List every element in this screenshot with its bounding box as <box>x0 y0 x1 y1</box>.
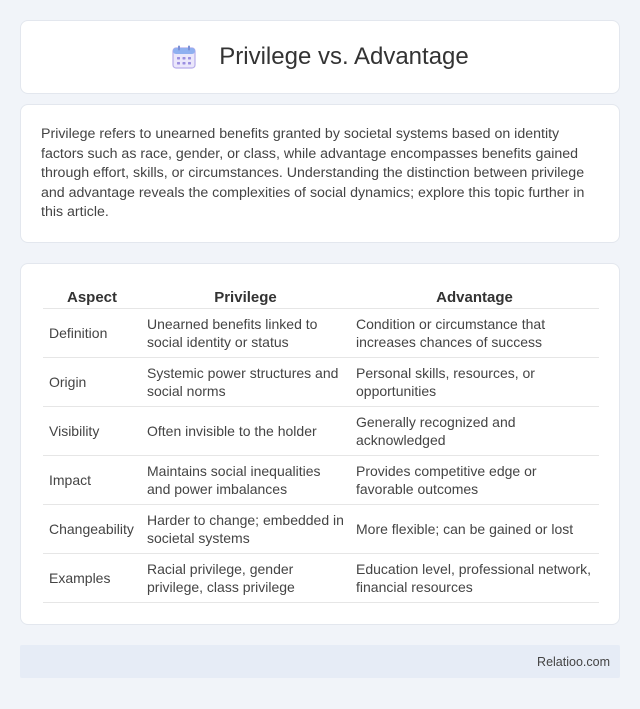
advantage-cell: Education level, professional network, financial resources <box>350 553 599 602</box>
aspect-cell: Definition <box>43 308 141 357</box>
table-header-row <box>43 284 599 308</box>
intro-text: Privilege refers to unearned benefits granted by societal systems based on identity factors such as race, gender, or class, while advantage encompasses benefits gained through effort, skills, or circumstances. Understanding the distinction between privilege and advantage reveals the complexities of social dynamics; explore this topic further in this article. <box>41 126 585 221</box>
header-aspect: Aspect <box>43 284 141 308</box>
privilege-cell: Systemic power structures and social norms <box>141 357 350 406</box>
table-row <box>43 553 599 602</box>
aspect-cell: Origin <box>43 357 141 406</box>
privilege-cell: Maintains social inequalities and power imbalances <box>141 455 350 504</box>
privilege-cell: Unearned benefits linked to social identity or status <box>141 308 350 357</box>
header-privilege: Privilege <box>141 284 350 308</box>
comparison-table <box>43 284 599 603</box>
aspect-cell: Impact <box>43 455 141 504</box>
comparison-table-card <box>20 263 620 625</box>
aspect-cell: Examples <box>43 553 141 602</box>
advantage-cell: Condition or circumstance that increases chances of success <box>350 308 599 357</box>
table-row <box>43 308 599 357</box>
privilege-cell: Racial privilege, gender privilege, class privilege <box>141 553 350 602</box>
privilege-cell: Harder to change; embedded in societal systems <box>141 504 350 553</box>
advantage-cell: Personal skills, resources, or opportunities <box>350 357 599 406</box>
calendar-icon <box>171 44 197 70</box>
table-row <box>43 406 599 455</box>
aspect-cell: Visibility <box>43 406 141 455</box>
footer-brand[interactable]: Relatioo.com <box>537 654 610 669</box>
advantage-cell: More flexible; can be gained or lost <box>350 504 599 553</box>
privilege-cell: Often invisible to the holder <box>141 406 350 455</box>
intro-card <box>20 104 620 243</box>
title-card <box>20 20 620 94</box>
table-row <box>43 455 599 504</box>
page-title: Privilege vs. Advantage <box>219 43 469 70</box>
table-row <box>43 357 599 406</box>
advantage-cell: Generally recognized and acknowledged <box>350 406 599 455</box>
aspect-cell: Changeability <box>43 504 141 553</box>
advantage-cell: Provides competitive edge or favorable outcomes <box>350 455 599 504</box>
table-row <box>43 504 599 553</box>
header-advantage: Advantage <box>350 284 599 308</box>
footer <box>20 645 620 678</box>
